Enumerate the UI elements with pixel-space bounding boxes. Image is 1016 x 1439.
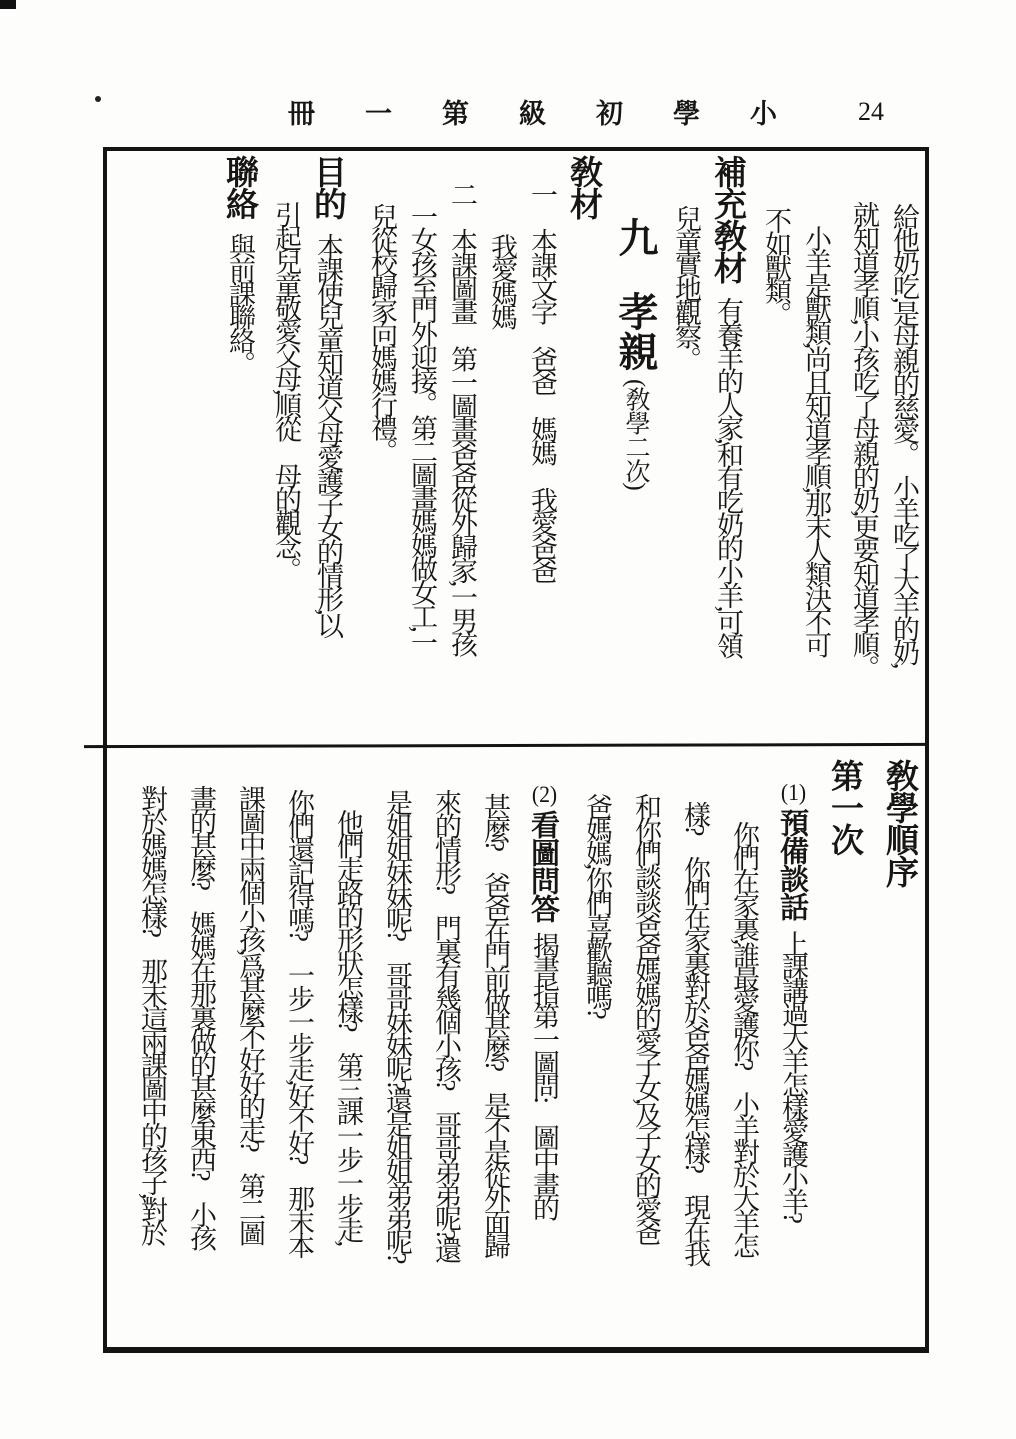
text-column: 你們還記得嗎? 一步一步走,好不好? 那末本 xyxy=(284,789,314,1256)
supplement-column xyxy=(708,155,748,741)
step1-body: 上課講過大羊怎樣愛護小羊? xyxy=(778,930,808,1221)
step1-heading: 預備談話 xyxy=(776,808,810,920)
lesson-title-column xyxy=(610,155,660,741)
link-heading: 聯絡 xyxy=(221,155,260,219)
step2-number: (2) xyxy=(531,783,558,806)
text-column: 兒從校歸家向媽媽行禮。 xyxy=(367,203,397,462)
text-column: 爸媽媽,你們喜歡聽嗎? xyxy=(582,793,612,1017)
session-heading-column xyxy=(823,759,867,1345)
text-column: 畫的甚麼? 媽媽在那裏做的甚麼東西? 小孩 xyxy=(186,785,216,1249)
step2-body: 揭書指第一圖問: 圖中畫的 xyxy=(529,932,559,1219)
text-column: 一 本課文字 爸爸 媽媽 我愛爸爸 xyxy=(527,181,557,581)
session-heading: 第一次 xyxy=(826,759,865,855)
materials-heading-column xyxy=(564,155,604,741)
link-body: 與前課聯絡。 xyxy=(225,233,255,374)
text-column: 他們走路的形狀怎樣? 第三課一步一步走, xyxy=(333,809,363,1244)
lesson-title: 孝親 xyxy=(613,291,658,371)
step1-column xyxy=(774,759,812,1345)
text-column: 一女孩至門外迎接。第二圖畫媽媽做女工,一 xyxy=(407,203,437,653)
top-section xyxy=(112,155,946,741)
scan-artifact xyxy=(0,0,16,9)
sequence-heading-column xyxy=(878,759,922,1345)
scan-artifact xyxy=(95,96,101,102)
step2-heading: 看圖問答 xyxy=(527,810,561,922)
text-column: 是姐姐妹妹呢? 哥哥妹妹呢?還是姐姐弟弟呢? xyxy=(382,789,412,1261)
link-column xyxy=(220,155,260,741)
purpose-body: 本課使兒童知道父母愛護子女的情形,以 xyxy=(313,233,343,636)
text-column: 不如獸類。 xyxy=(761,207,791,325)
step1-number: (1) xyxy=(780,781,807,804)
bottom-section xyxy=(110,759,934,1345)
supplement-heading: 補充敎材 xyxy=(709,155,748,283)
text-column: 和你們談談爸爸媽媽的愛子女,及子女的愛爸 xyxy=(631,793,661,1243)
text-column: 二 本課圖畫 第一圖畫爸爸從外歸家,一男孩 xyxy=(447,181,477,655)
text-column: 來的情形? 門裏有幾個小孩? 哥哥弟弟呢?還 xyxy=(431,789,461,1261)
text-column: 課圖中兩個小孩,爲甚麼不好好的走? 第二圖 xyxy=(235,785,265,1244)
text-column: 我愛媽媽 xyxy=(487,233,517,327)
text-column: 對於媽媽怎樣? 那末這兩課圖中的孩子,對於 xyxy=(137,785,167,1244)
step2-column xyxy=(525,759,563,1345)
text-column: 你們在家裏,誰最愛護你? 小羊對於大羊怎 xyxy=(729,821,759,1256)
sequence-heading: 敎學順序 xyxy=(881,759,920,887)
text-column: 小羊是獸類,尚且知道孝順;那末人類決不可 xyxy=(801,225,831,656)
purpose-heading: 目的 xyxy=(309,155,348,219)
page-number: 24 xyxy=(858,97,884,126)
running-title: 冊一第級初學小 xyxy=(288,99,827,129)
text-column: 甚麼? 爸爸在門前做甚麼? 是不是從外面歸 xyxy=(480,793,510,1257)
text-column: 就知道孝順;小孩吃了母親的奶,更要知道孝順。 xyxy=(849,201,879,679)
text-column: 引起兒童敬愛父母,順從 母的觀念。 xyxy=(271,201,301,581)
materials-heading: 敎材 xyxy=(565,155,604,219)
purpose-column xyxy=(308,155,348,741)
lesson-number: 九 xyxy=(613,217,658,257)
text-column: 樣? 你們在家裏對於爸爸媽媽怎樣? 現在我 xyxy=(680,801,710,1265)
text-column: 兒童實地觀察。 xyxy=(671,205,701,370)
lesson-note: (敎學二次) xyxy=(622,379,649,490)
text-column: 給他奶吃,是母親的慈愛。 小羊吃了大羊的奶, xyxy=(889,203,919,666)
supplement-body: 有養羊的人家,和有吃奶的小羊,可領 xyxy=(713,297,743,656)
